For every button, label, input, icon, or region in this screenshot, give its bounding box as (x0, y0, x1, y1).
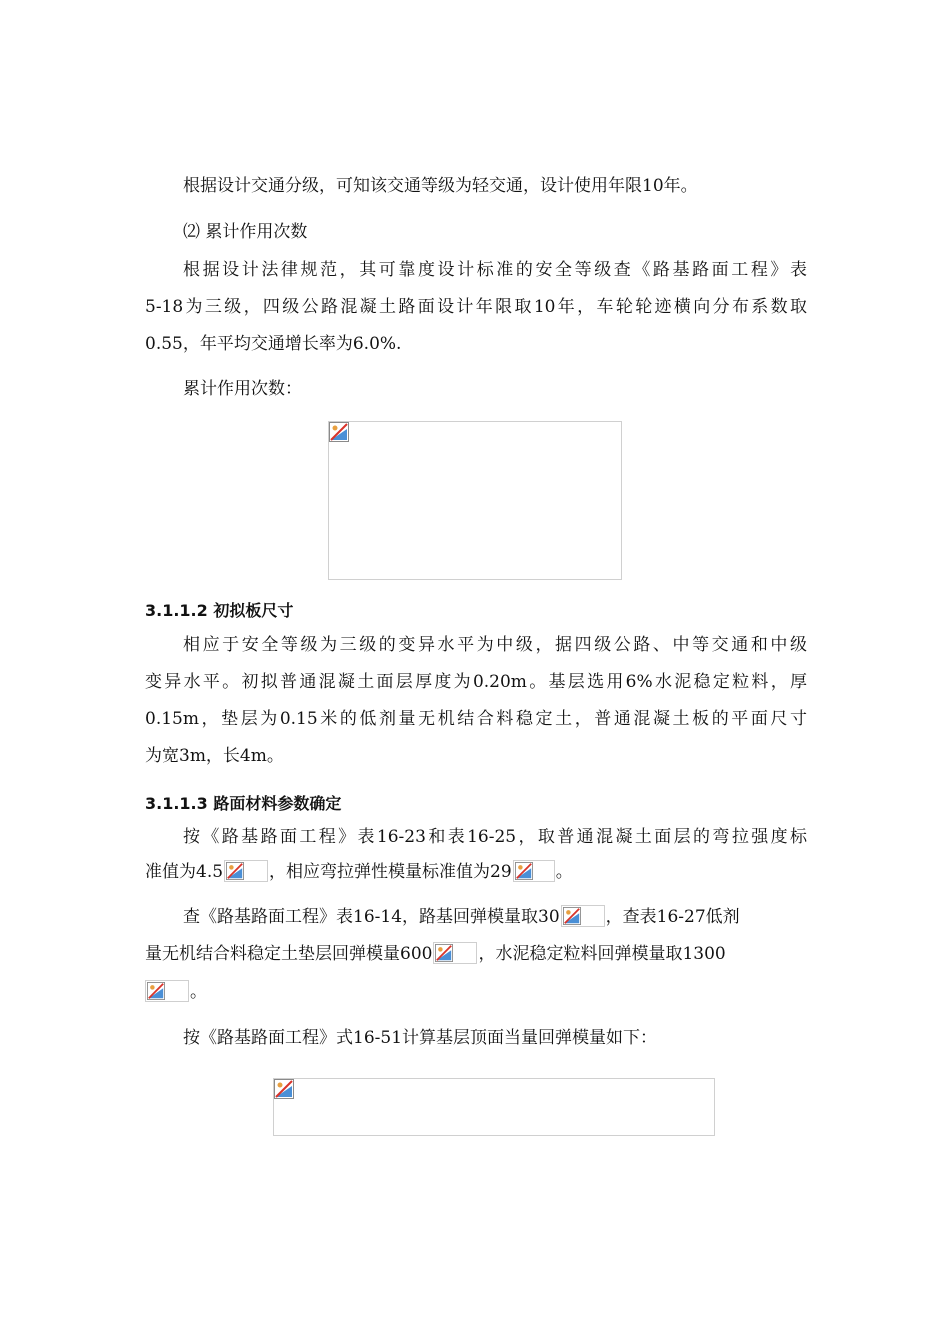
paragraph-line: 5-18为三级，四级公路混凝土路面设计年限取10年，车轮轮迹横向分布系数取 (145, 297, 807, 317)
inline-unit-image-placeholder (145, 980, 189, 1002)
paragraph-traffic-grade: 根据设计交通分级，可知该交通等级为轻交通，设计使用年限10年。 (183, 176, 698, 196)
paragraph-line: 根据设计法律规范，其可靠度设计标准的安全等级查《路基路面工程》表 (183, 260, 807, 280)
paragraph-line: 。 (145, 980, 207, 1004)
formula-image-placeholder (273, 1078, 715, 1136)
paragraph-line: 0.15m，垫层为0.15米的低剂量无机结合料稳定土，普通混凝土板的平面尺寸 (145, 709, 807, 729)
paragraph-line: 0.55，年平均交通增长率为6.0%. (145, 334, 402, 354)
subheading-cumulative: ⑵ 累计作用次数 (183, 222, 308, 242)
broken-image-icon (435, 944, 453, 962)
paragraph-line: 为宽3m，长4m。 (145, 746, 284, 766)
inline-unit-image-placeholder (513, 860, 555, 882)
broken-image-icon (563, 907, 581, 925)
broken-image-icon (147, 982, 165, 1000)
section-heading-3-1-1-3: 3.1.1.3 路面材料参数确定 (145, 794, 342, 813)
paragraph-line: 按《路基路面工程》表16-23和表16-25，取普通混凝土面层的弯拉强度标 (183, 827, 807, 847)
paragraph-line: 相应于安全等级为三级的变异水平为中级，据四级公路、中等交通和中级 (183, 635, 807, 655)
section-heading-3-1-1-2: 3.1.1.2 初拟板尺寸 (145, 601, 294, 620)
paragraph-line: 变异水平。初拟普通混凝土面层厚度为0.20m。基层选用6%水泥稳定粒料，厚 (145, 672, 807, 692)
inline-unit-image-placeholder (224, 860, 268, 882)
paragraph-line: 查《路基路面工程》表16-14，路基回弹模量取30 ，查表16-27低剂 (183, 907, 740, 927)
broken-image-icon (226, 862, 244, 880)
broken-image-icon (515, 862, 533, 880)
paragraph-line: 准值为4.5 ，相应弯拉弹性模量标准值为29 。 (145, 862, 573, 882)
inline-unit-image-placeholder (561, 905, 605, 927)
paragraph-line: 量无机结合料稳定土垫层回弹模量600 ，水泥稳定粒料回弹模量取1300 (145, 944, 726, 964)
broken-image-icon (274, 1079, 294, 1099)
inline-unit-image-placeholder (433, 942, 477, 964)
paragraph-line: 按《路基路面工程》式16-51计算基层顶面当量回弹模量如下： (183, 1028, 658, 1048)
broken-image-icon (329, 422, 349, 442)
paragraph-cumulative-label: 累计作用次数： (183, 379, 302, 399)
formula-image-placeholder (328, 421, 622, 580)
